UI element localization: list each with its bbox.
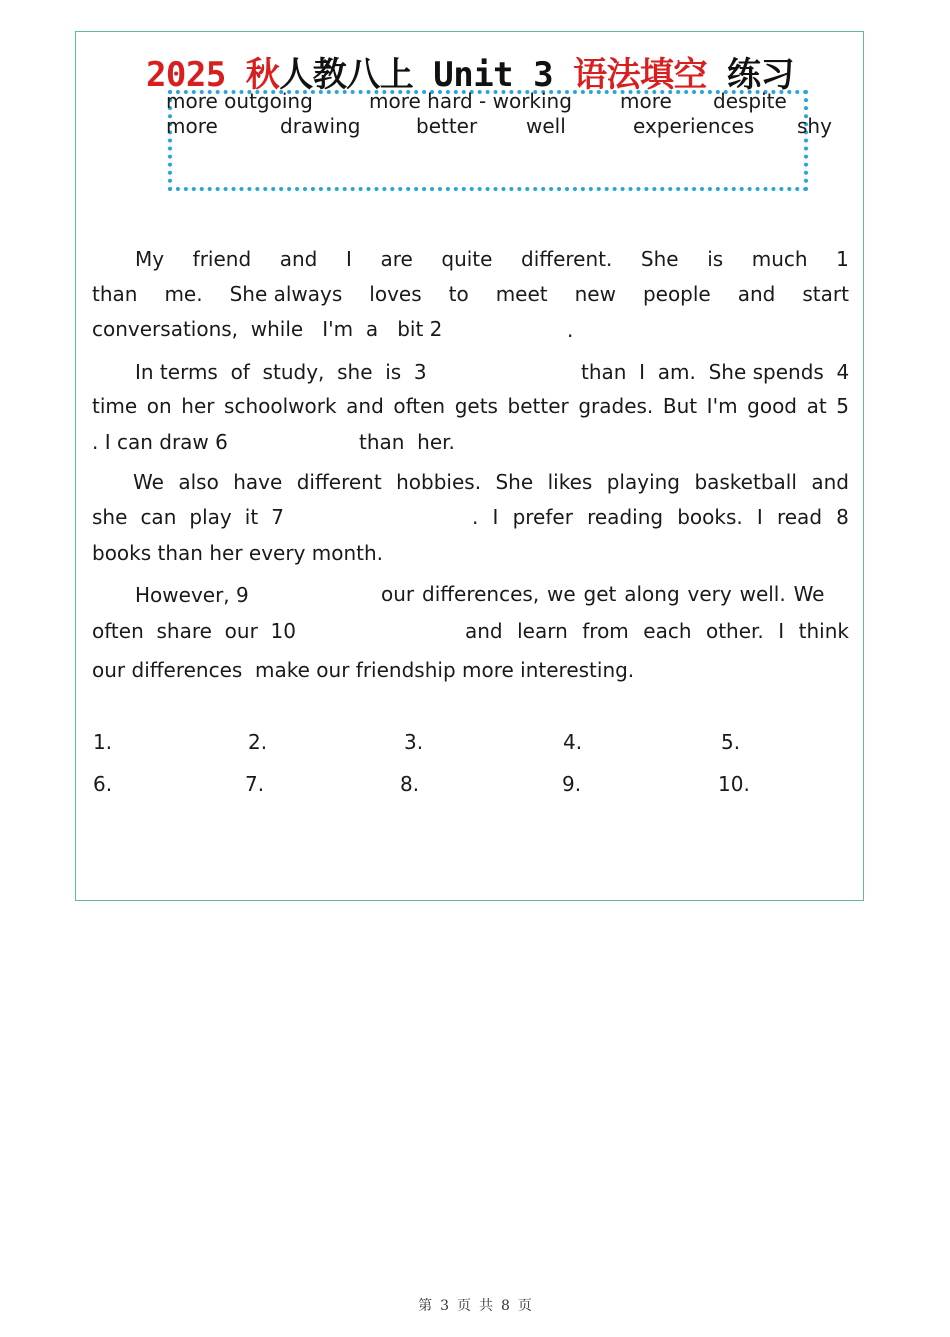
word: I: [756, 505, 763, 529]
word: .: [472, 505, 479, 529]
sentence-text: books than her every month.: [92, 541, 384, 565]
answer-number: 6.: [93, 772, 113, 796]
word: have: [233, 470, 283, 494]
passage-p3-line1: [133, 465, 849, 500]
word: She: [495, 470, 534, 494]
word: think: [798, 619, 849, 643]
word-bank-item: more outgoing: [166, 89, 313, 113]
word: each: [643, 619, 692, 643]
word: quite: [441, 247, 493, 271]
sentence-text: . I can draw 6: [92, 430, 228, 454]
word: me.: [164, 282, 203, 306]
word-bank-item: despite: [713, 89, 787, 113]
word: often: [92, 619, 144, 643]
word: She: [640, 247, 679, 271]
sentence-text: our differences make our friendship more interesting.: [92, 658, 635, 682]
blank-number-8: 8: [836, 505, 849, 529]
passage-p1-line2: [92, 277, 849, 312]
answer-number: 4.: [563, 730, 583, 754]
word: can: [140, 505, 177, 529]
total-pages: 8: [501, 1298, 510, 1314]
word-bank-item: more hard - working: [369, 89, 572, 113]
word: playing: [606, 470, 681, 494]
footer-text: 共: [479, 1298, 493, 1314]
word: I: [345, 247, 352, 271]
word: My: [135, 247, 165, 271]
passage-p4-line2a: [92, 614, 296, 649]
word: than: [92, 282, 138, 306]
sentence-text: than her.: [359, 430, 455, 454]
word: meet: [495, 282, 548, 306]
word-bank-item: well: [526, 114, 566, 138]
word-bank-item: more: [620, 89, 672, 113]
word-bank-item: experiences: [633, 114, 755, 138]
word: different: [296, 470, 382, 494]
word: play: [189, 505, 232, 529]
word: share: [156, 619, 212, 643]
blank-number-7: 7: [271, 505, 284, 529]
sentence-text: than I am. She spends 4: [581, 360, 850, 384]
word: I: [492, 505, 499, 529]
word: She always: [229, 282, 343, 306]
word: to: [448, 282, 469, 306]
footer-text: 页: [517, 1298, 532, 1314]
title-course: 人教八上 Unit 3: [279, 55, 574, 95]
sentence-end: .: [567, 318, 574, 342]
word-bank-item: drawing: [280, 114, 361, 138]
passage-p4-line2b: [465, 614, 849, 649]
word: people: [642, 282, 711, 306]
word: books.: [677, 505, 743, 529]
word: new: [574, 282, 616, 306]
word: basketball: [694, 470, 797, 494]
passage-p2-line2: time on her schoolwork and often gets better grades. But I'm good at 5: [92, 394, 849, 418]
title-practice: 练习: [707, 55, 795, 95]
word: loves: [369, 282, 422, 306]
answer-number: 1.: [93, 730, 113, 754]
word: hobbies.: [396, 470, 482, 494]
word: our: [224, 619, 258, 643]
word: much: [751, 247, 808, 271]
word: it: [244, 505, 259, 529]
answer-number: 10.: [718, 772, 750, 796]
page-footer: [0, 1295, 950, 1315]
word: read: [776, 505, 823, 529]
word-bank-item: shy: [797, 114, 832, 138]
sentence-text: In terms of study, she is 3: [135, 360, 427, 384]
word: from: [582, 619, 629, 643]
word: also: [178, 470, 219, 494]
word: reading: [587, 505, 664, 529]
blank-number-1: 1: [836, 247, 849, 271]
word: friend: [192, 247, 252, 271]
title-season: 2025 秋: [145, 55, 280, 95]
word: prefer: [512, 505, 573, 529]
footer-text: 第: [418, 1298, 433, 1314]
page-number: 3: [440, 1298, 449, 1314]
word: is: [707, 247, 724, 271]
passage-p3-line2a: [92, 500, 284, 535]
word: and: [279, 247, 318, 271]
word: We: [133, 470, 164, 494]
answer-number: 9.: [562, 772, 582, 796]
word: and: [737, 282, 776, 306]
word: and: [811, 470, 849, 494]
word: start: [802, 282, 849, 306]
word: different.: [521, 247, 613, 271]
answer-number: 7.: [245, 772, 265, 796]
sentence-text: However, 9: [135, 583, 249, 607]
word: she: [92, 505, 128, 529]
answer-number: 8.: [400, 772, 420, 796]
word: I: [778, 619, 785, 643]
word: are: [380, 247, 413, 271]
passage-p3-line2b: [472, 500, 849, 535]
passage-p1-line1: [135, 242, 849, 277]
word: and: [465, 619, 503, 643]
word-bank-item: better: [416, 114, 478, 138]
sentence-text: conversations, while I'm a bit 2: [92, 317, 443, 341]
blank-number-10: 10: [270, 619, 296, 643]
word: learn: [517, 619, 568, 643]
passage-p1-line3: [92, 312, 849, 347]
word: likes: [547, 470, 593, 494]
title-topic: 语法填空: [573, 55, 708, 95]
answer-number: 5.: [721, 730, 741, 754]
answer-number: 3.: [404, 730, 424, 754]
passage-p4-line1b: [381, 577, 849, 612]
answer-number: 2.: [248, 730, 268, 754]
footer-text: 页: [457, 1298, 471, 1314]
word: other.: [705, 619, 764, 643]
word-bank-item: more: [166, 114, 218, 138]
sentence-text: our differences, we get along very well. We: [381, 582, 825, 606]
